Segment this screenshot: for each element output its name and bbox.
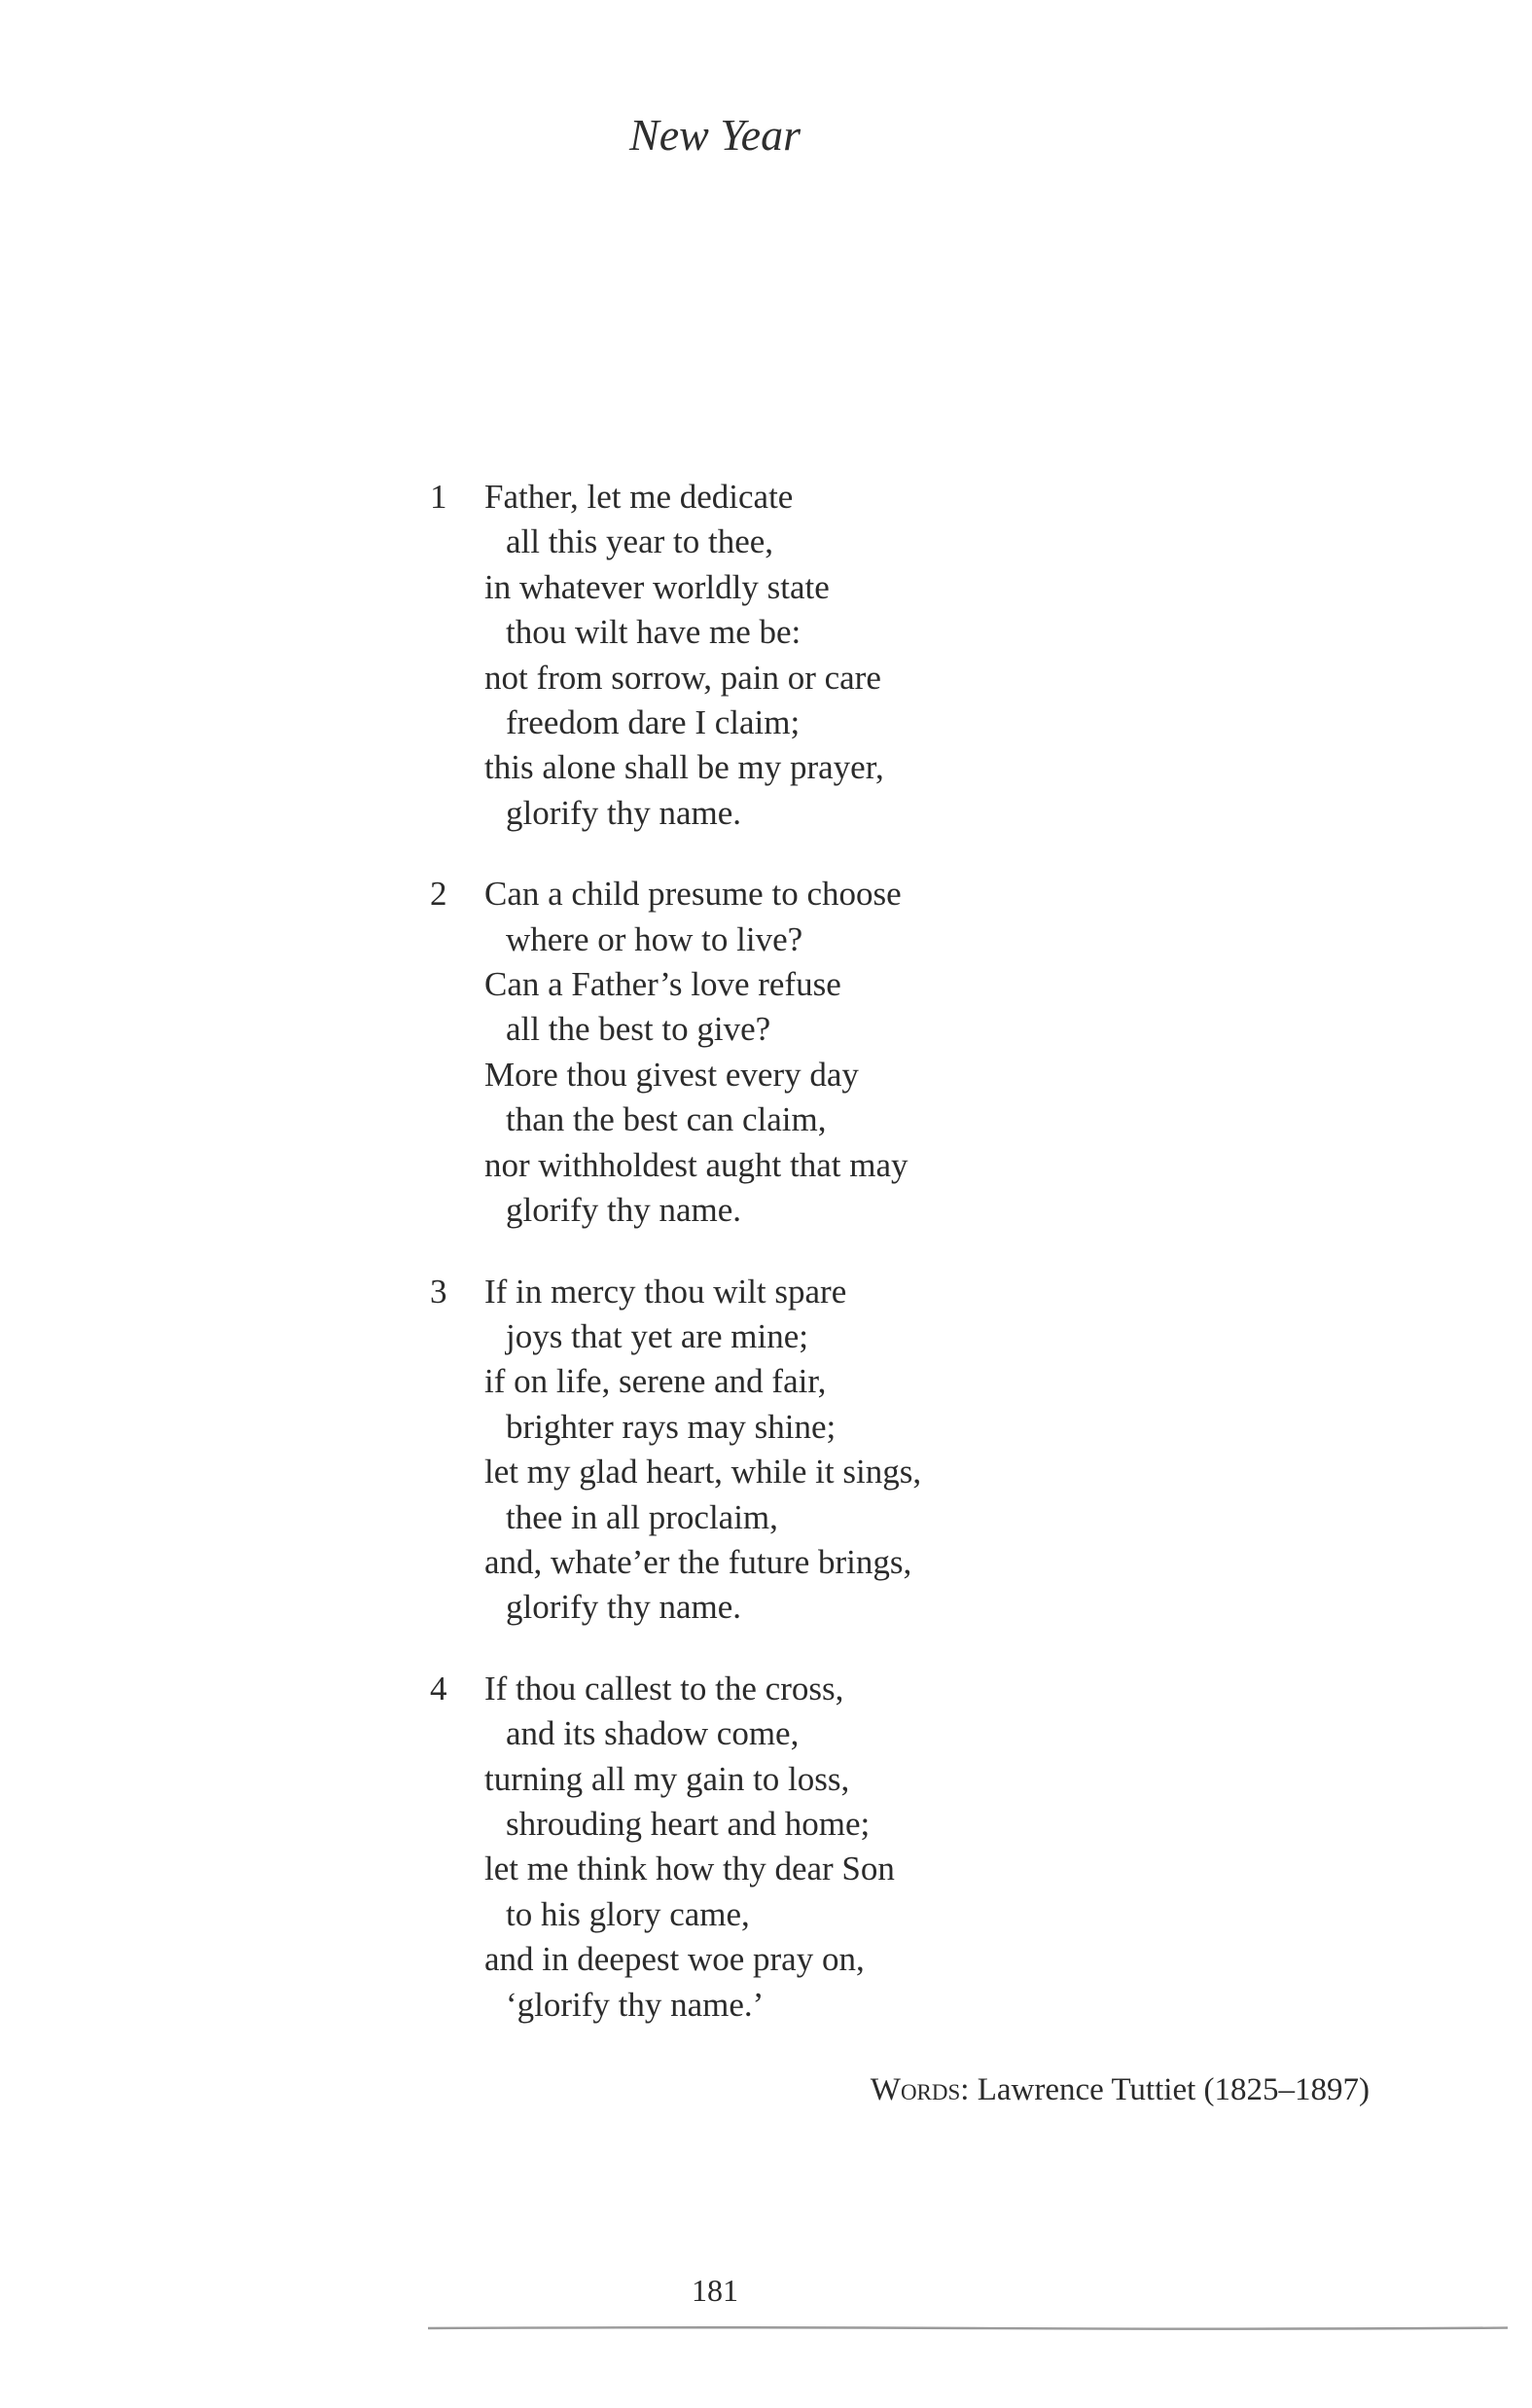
verse-line: Can a Father’s love refuse	[484, 965, 841, 1004]
verse-line: in whatever worldly state	[484, 567, 830, 606]
verse-line: this alone shall be my prayer,	[484, 748, 884, 787]
verse-line: let me think how thy dear Son	[484, 1850, 895, 1888]
verse-line: shrouding heart and home;	[506, 1804, 871, 1843]
verse-line: let my glad heart, while it sings,	[484, 1453, 922, 1492]
verse-line: all this year to thee,	[506, 522, 774, 561]
verse-line: than the best can claim,	[506, 1100, 827, 1139]
verse-line: and in deepest woe pray on,	[484, 1940, 865, 1979]
verse-line: glorify thy name.	[506, 1191, 742, 1230]
verse-line: Can a child presume to choose	[484, 875, 902, 914]
verse-number: 1	[430, 478, 447, 516]
verse-lines	[484, 1667, 1111, 2028]
verse-line: where or how to live?	[506, 919, 803, 958]
verse-line: all the best to give?	[506, 1010, 771, 1049]
verse-line: thou wilt have me be:	[506, 613, 802, 652]
page-title: New Year	[629, 110, 801, 160]
attribution-author: Lawrence Tuttiet (1825–1897)	[977, 2072, 1370, 2107]
verse-line: joys that yet are mine;	[506, 1316, 809, 1355]
verse	[430, 872, 1111, 1233]
verse-line: Father, let me dedicate	[484, 478, 794, 516]
verse-line: turning all my gain to loss,	[484, 1759, 850, 1798]
verse-line: glorify thy name.	[506, 1588, 742, 1627]
verse-list	[430, 475, 1111, 2064]
verse-line: More thou givest every day	[484, 1055, 859, 1094]
bottom-rule	[428, 2325, 1508, 2331]
verse	[430, 1270, 1111, 1631]
verse-line: If in mercy thou wilt spare	[484, 1272, 847, 1311]
verse-line: and its shadow come,	[506, 1714, 800, 1753]
verse	[430, 475, 1111, 836]
verse-line: freedom dare I claim;	[506, 703, 801, 742]
verse-number: 2	[430, 875, 447, 914]
page-number: 181	[692, 2273, 738, 2308]
verse-line: ‘glorify thy name.’	[506, 1985, 765, 2024]
attribution	[871, 2072, 1370, 2108]
verse-line: If thou callest to the cross,	[484, 1669, 844, 1707]
verse-lines	[484, 1270, 1111, 1631]
verse-lines	[484, 475, 1111, 836]
verse-line: not from sorrow, pain or care	[484, 658, 881, 697]
verse-line: nor withholdest aught that may	[484, 1145, 909, 1184]
verse-line: and, whate’er the future brings,	[484, 1542, 912, 1581]
verse-line: to his glory came,	[506, 1894, 750, 1933]
verse	[430, 1667, 1111, 2028]
verse-line: thee in all proclaim,	[506, 1497, 778, 1536]
attribution-label: Words:	[870, 2072, 970, 2107]
verse-line: if on life, serene and fair,	[484, 1362, 827, 1401]
verse-line: glorify thy name.	[506, 793, 742, 832]
verse-lines	[484, 872, 1111, 1233]
verse-number: 4	[430, 1669, 447, 1707]
verse-line: brighter rays may shine;	[506, 1407, 837, 1446]
verse-number: 3	[430, 1272, 447, 1311]
